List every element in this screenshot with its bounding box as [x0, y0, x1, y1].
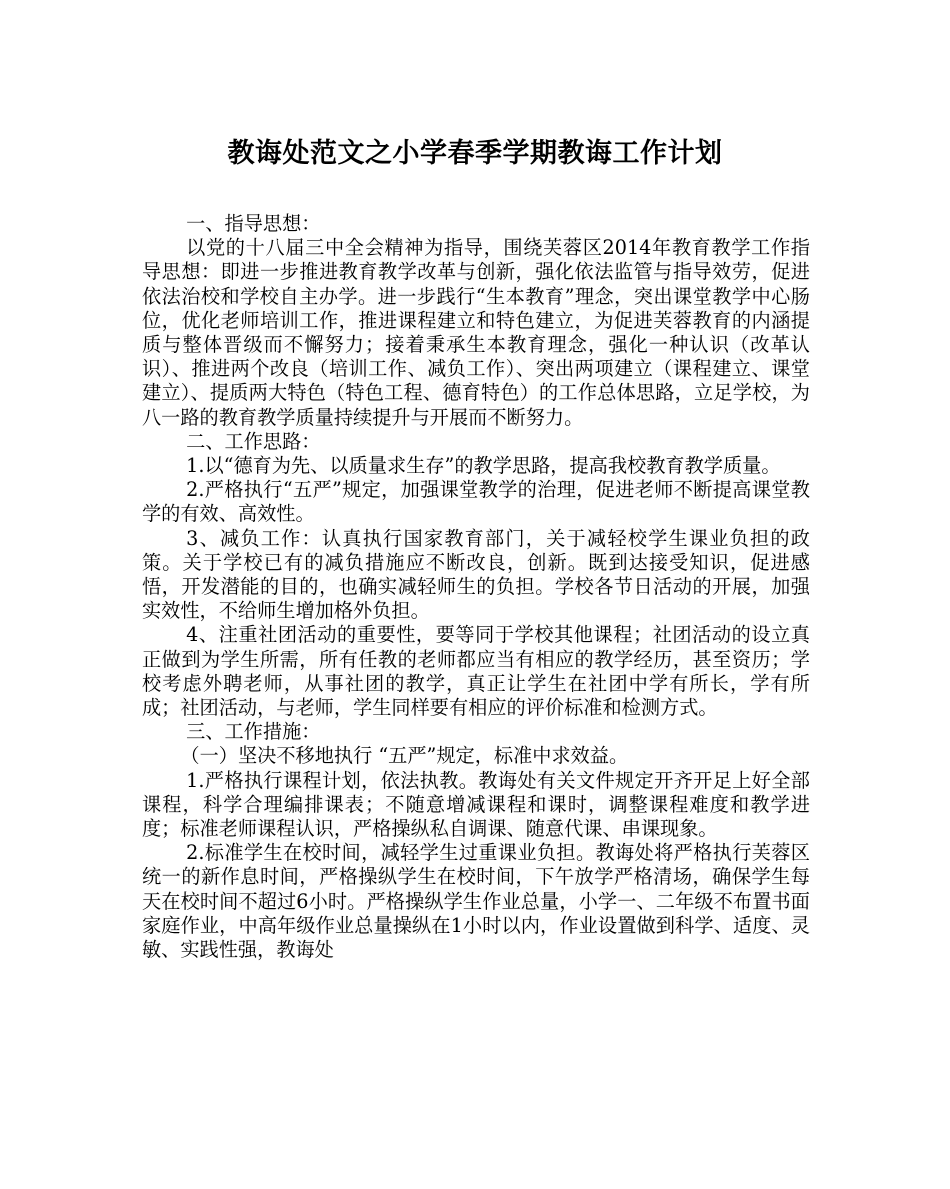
- body-paragraph: 3、减负工作：认真执行国家教育部门，关于减轻校学生课业负担的政策。关于学校已有的减负措施应不断改良，创新。既到达接受知识，促进感悟，开发潜能的目的，也确实减轻师生的负担。学校各节日活动的开展，加强实效性，不给师生增加格外负担。: [142, 526, 810, 623]
- document-title: 教诲处范文之小学春季学期教诲工作计划: [227, 138, 723, 169]
- body-paragraph: 1.严格执行课程计划，依法执教。教诲处有关文件规定开齐开足上好全部课程，科学合理编排课表；不随意增减课程和课时，调整课程难度和教学进度；标准老师课程认识，严格操纵私自调课、随意代课、串课现象。: [142, 768, 810, 841]
- body-paragraph: 1.以“德育为先、以质量求生存”的教学思路，提高我校教育教学质量。: [186, 454, 781, 478]
- section-heading: 二、工作思路：: [186, 429, 321, 453]
- subsection-heading: （一）坚决不移地执行 “五严”规定，标准中求效益。: [180, 744, 629, 768]
- body-paragraph: 4、注重社团活动的重要性，要等同于学校其他课程；社团活动的设立真正做到为学生所需，所有任教的老师都应当有相应的教学经历，甚至资历；学校考虑外聘老师，从事社团的教学，真正让学生在社团中学有所长，学有所成；社团活动，与老师，学生同样要有相应的评价标准和检测方式。: [142, 623, 810, 720]
- body-paragraph: 2.标准学生在校时间，减轻学生过重课业负担。教诲处将严格执行芙蓉区统一的新作息时间，严格操纵学生在校时间，下午放学严格清场，确保学生每天在校时间不超过6小时。严格操纵学生作业总量，小学一、二年级不布置书面家庭作业，中高年级作业总量操纵在1小时以内，作业设置做到科学、适度、灵敏、实践性强，教诲处: [142, 841, 810, 962]
- section-heading: 一、指导思想：: [186, 212, 321, 235]
- body-paragraph: 以党的十八届三中全会精神为指导，围绕芙蓉区2014年教育教学工作指导思想：即进一步推进教育教学改革与创新，强化依法监管与指导效劳，促进依法治校和学校自主办学。进一步践行“生本教育”理念，突出课堂教学中心肠位，优化老师培训工作，推进课程建立和特色建立，为促进芙蓉教育的内涵提质与整体晋级而不懈努力；接着秉承生本教育理念，强化一种认识（改革认识）、推进两个改良（培训工作、减负工作）、突出两项建立（课程建立、课堂建立）、提质两大特色（特色工程、德育特色）的工作总体思路，立足学校，为八一路的教育教学质量持续提升与开展而不断努力。: [142, 236, 810, 429]
- section-heading: 三、工作措施：: [186, 720, 321, 744]
- body-paragraph: 2.严格执行“五严”规定，加强课堂教学的治理，促进老师不断提高课堂教学的有效、高效性。: [142, 478, 810, 526]
- document-body: [142, 212, 810, 962]
